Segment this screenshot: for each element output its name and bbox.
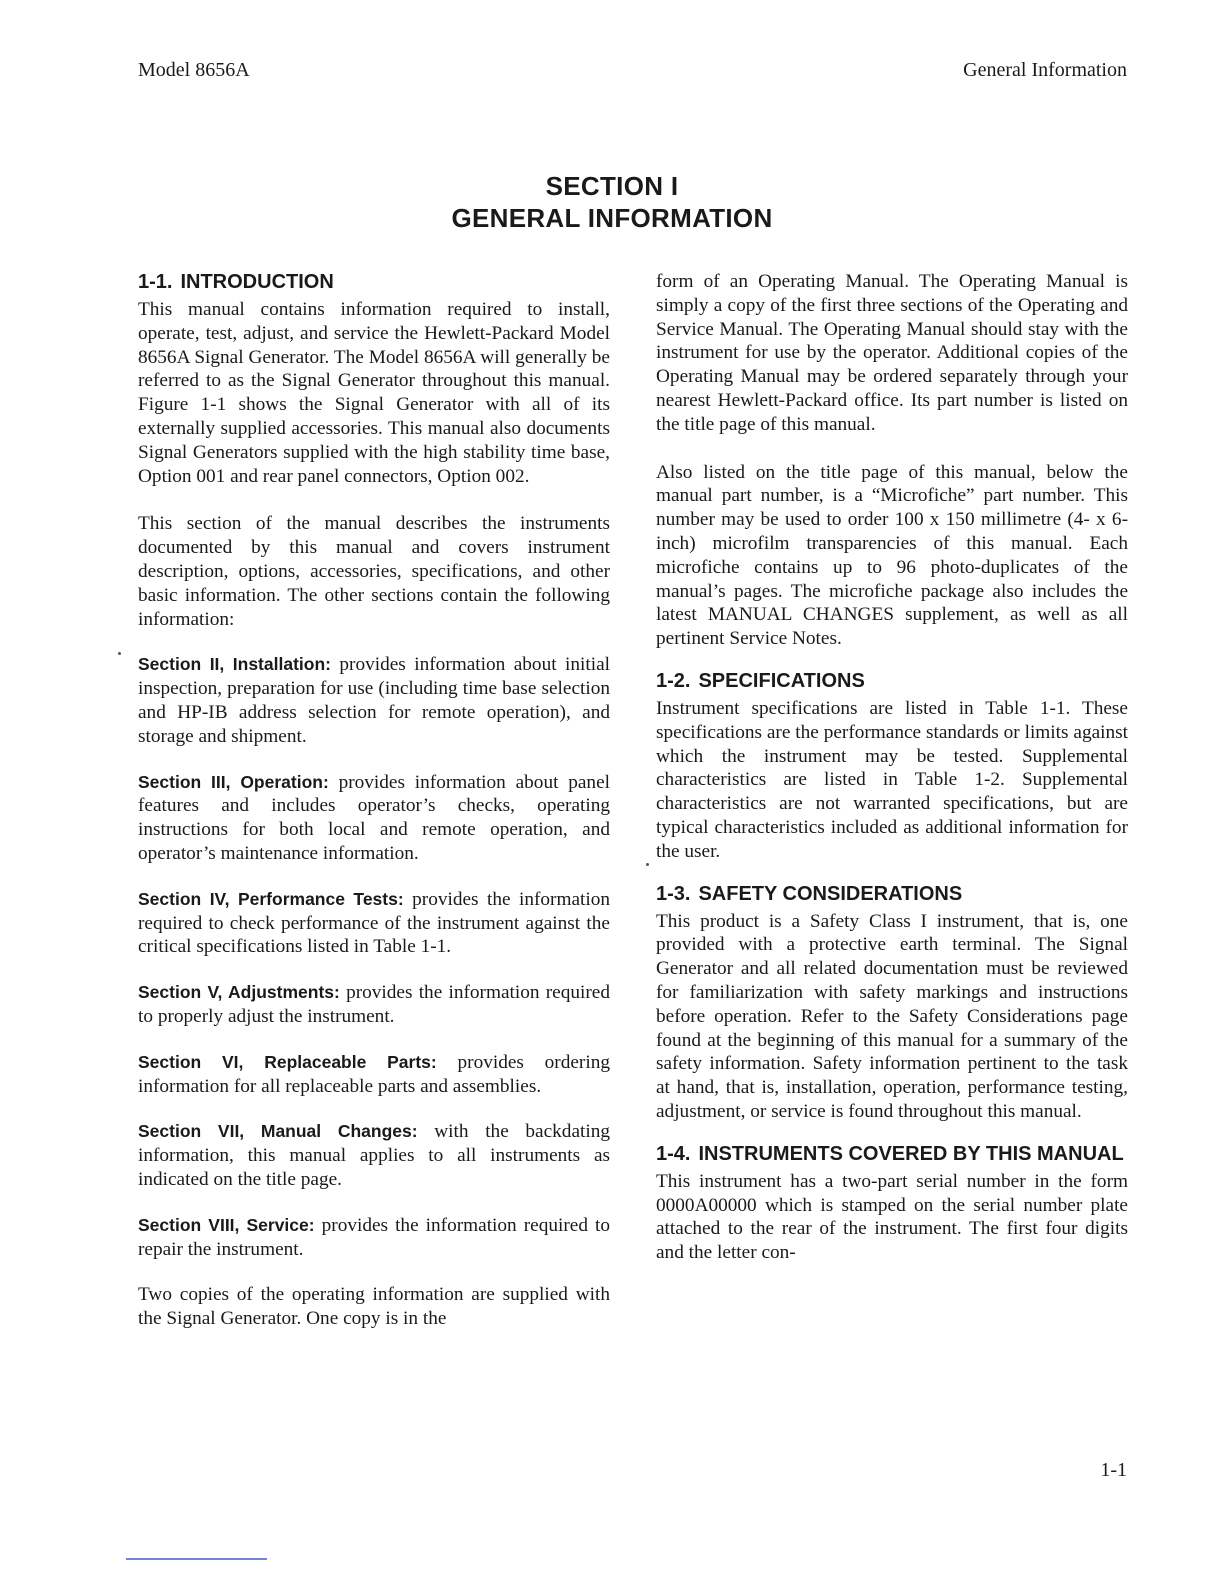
section-list-label: Section II, Installation: bbox=[138, 654, 331, 675]
heading-text: INSTRUMENTS COVERED BY THIS MANUAL bbox=[698, 1142, 1124, 1165]
heading-number: 1-4. bbox=[656, 1142, 691, 1165]
scan-artifact-dot bbox=[646, 863, 649, 866]
heading-instruments-covered bbox=[656, 1142, 1128, 1166]
section-list-label: Section VII, Manual Changes: bbox=[138, 1121, 418, 1142]
section-list-text: with the backdating information, this manual applies to all instruments as indicated on the title page. bbox=[138, 1121, 610, 1190]
section-title-line-1: SECTION I bbox=[545, 171, 679, 201]
running-head-chapter: General Information bbox=[963, 59, 1127, 81]
heading-text: SAFETY CONSIDERATIONS bbox=[698, 882, 963, 905]
section-list-item bbox=[138, 981, 610, 1029]
section-list-label: Section VIII, Service: bbox=[138, 1214, 315, 1235]
section-list-label: Section IV, Performance Tests: bbox=[138, 888, 404, 909]
running-head-model: Model 8656A bbox=[138, 59, 250, 81]
right-column bbox=[656, 270, 1128, 1265]
introduction-paragraph-1: This manual contains information required to install, operate, test, adjust, and service the Hewlett-Packard Model 8656A Signal Generator. The Model 8656A will generally be referred to as the Signal Generator throughout this manual. Figure 1-1 shows the Signal Generator with all of its externally supplied accessories. This manual also documents Signal Generators supplied with the high stability time base, Option 001 and rear panel connectors, Option 002. bbox=[138, 299, 610, 487]
scan-artifact-dot bbox=[118, 652, 121, 655]
heading-specifications bbox=[656, 669, 1128, 693]
introduction-paragraph-3: Two copies of the operating information are supplied with the Signal Generator. One copy is in the bbox=[138, 1284, 610, 1330]
section-list-item bbox=[138, 653, 610, 748]
specifications-paragraph: Instrument specifications are listed in Table 1-1. These specifications are the performance standards or limits against which the instrument may be tested. Supplemental characteristics are listed in Table 1-2. Supplemental characteristics are not warranted specifications, but are typical characteristics included as additional information for the user. bbox=[656, 697, 1128, 862]
section-list-item bbox=[138, 1214, 610, 1262]
scan-artifact-line bbox=[126, 1558, 267, 1560]
introduction-paragraph-4: form of an Operating Manual. The Operating Manual is simply a copy of the first three sections of the Operating and Service Manual. The Operating Manual should stay with the instrument for use by the operator. Additional copies of the Operating Manual may be ordered separately through your nearest Hewlett-Packard office. Its part number is listed on the title page of this manual. bbox=[656, 271, 1128, 435]
heading-text: INTRODUCTION bbox=[180, 271, 334, 293]
heading-number: 1-3. bbox=[656, 882, 691, 905]
section-title-line-2: GENERAL INFORMATION bbox=[451, 203, 773, 233]
section-list-item bbox=[138, 888, 610, 959]
safety-paragraph: This product is a Safety Class I instrument, that is, one provided with a protective earth terminal. The Signal Generator and all related documentation must be reviewed for familiarization with safety markings and instructions before operation. Refer to the Safety Considerations page found at the beginning of this manual for a summary of the safety information. Safety information pertinent to the task at hand, that is, installation, operation, performance testing, adjustment, or service is found throughout this manual. bbox=[656, 910, 1128, 1122]
section-list-text: provides information about panel features and includes operator’s checks, operating instructions for both local and remote operation, and operator’s maintenance information. bbox=[138, 771, 610, 864]
heading-introduction bbox=[138, 270, 610, 294]
heading-safety-considerations bbox=[656, 882, 1128, 906]
introduction-paragraph-2: This section of the manual describes the instruments documented by this manual and covers instrument description, options, accessories, specifications, and other basic information. The other sections contain the following information: bbox=[138, 513, 610, 630]
left-column bbox=[138, 270, 610, 1331]
section-list-label: Section VI, Replaceable Parts: bbox=[138, 1051, 437, 1072]
section-list-label: Section V, Adjustments: bbox=[138, 982, 340, 1003]
section-list-text: provides the information required to repair the instrument. bbox=[138, 1214, 610, 1260]
section-list-item bbox=[138, 771, 610, 866]
introduction-paragraph-5: Also listed on the title page of this manual, below the manual part number, is a “Microfiche” part number. This number may be used to order 100 x 150 millimetre (4- x 6-inch) microfilm transparencies of this manual. Each microfiche contains up to 96 photo-duplicates of the manual’s pages. The microfiche package also includes the latest MANUAL CHANGES supplement, as well as all pertinent Service Notes. bbox=[656, 461, 1128, 650]
section-list-text: provides ordering information for all replaceable parts and assemblies. bbox=[138, 1051, 610, 1097]
instruments-paragraph: This instrument has a two-part serial number in the form 0000A00000 which is stamped on the serial number plate attached to the rear of the instrument. The first four digits and the letter con- bbox=[656, 1170, 1128, 1264]
section-list-text: provides the information required to properly adjust the instrument. bbox=[138, 982, 610, 1027]
heading-number: 1-2. bbox=[656, 669, 691, 692]
section-list-text: provides the information required to check performance of the instrument against the critical specifications listed in Table 1-1. bbox=[138, 888, 610, 958]
page-number: 1-1 bbox=[1100, 1459, 1127, 1481]
section-list-item bbox=[138, 1120, 610, 1191]
heading-number: 1-1. bbox=[138, 271, 173, 293]
section-title bbox=[0, 170, 1224, 234]
section-list-label: Section III, Operation: bbox=[138, 771, 329, 792]
section-list-text: provides information about initial inspection, preparation for use (including time base selection and HP-IB address selection for remote operation), and storage and shipment. bbox=[138, 654, 610, 747]
section-list-item bbox=[138, 1051, 610, 1099]
heading-text: SPECIFICATIONS bbox=[698, 669, 865, 692]
